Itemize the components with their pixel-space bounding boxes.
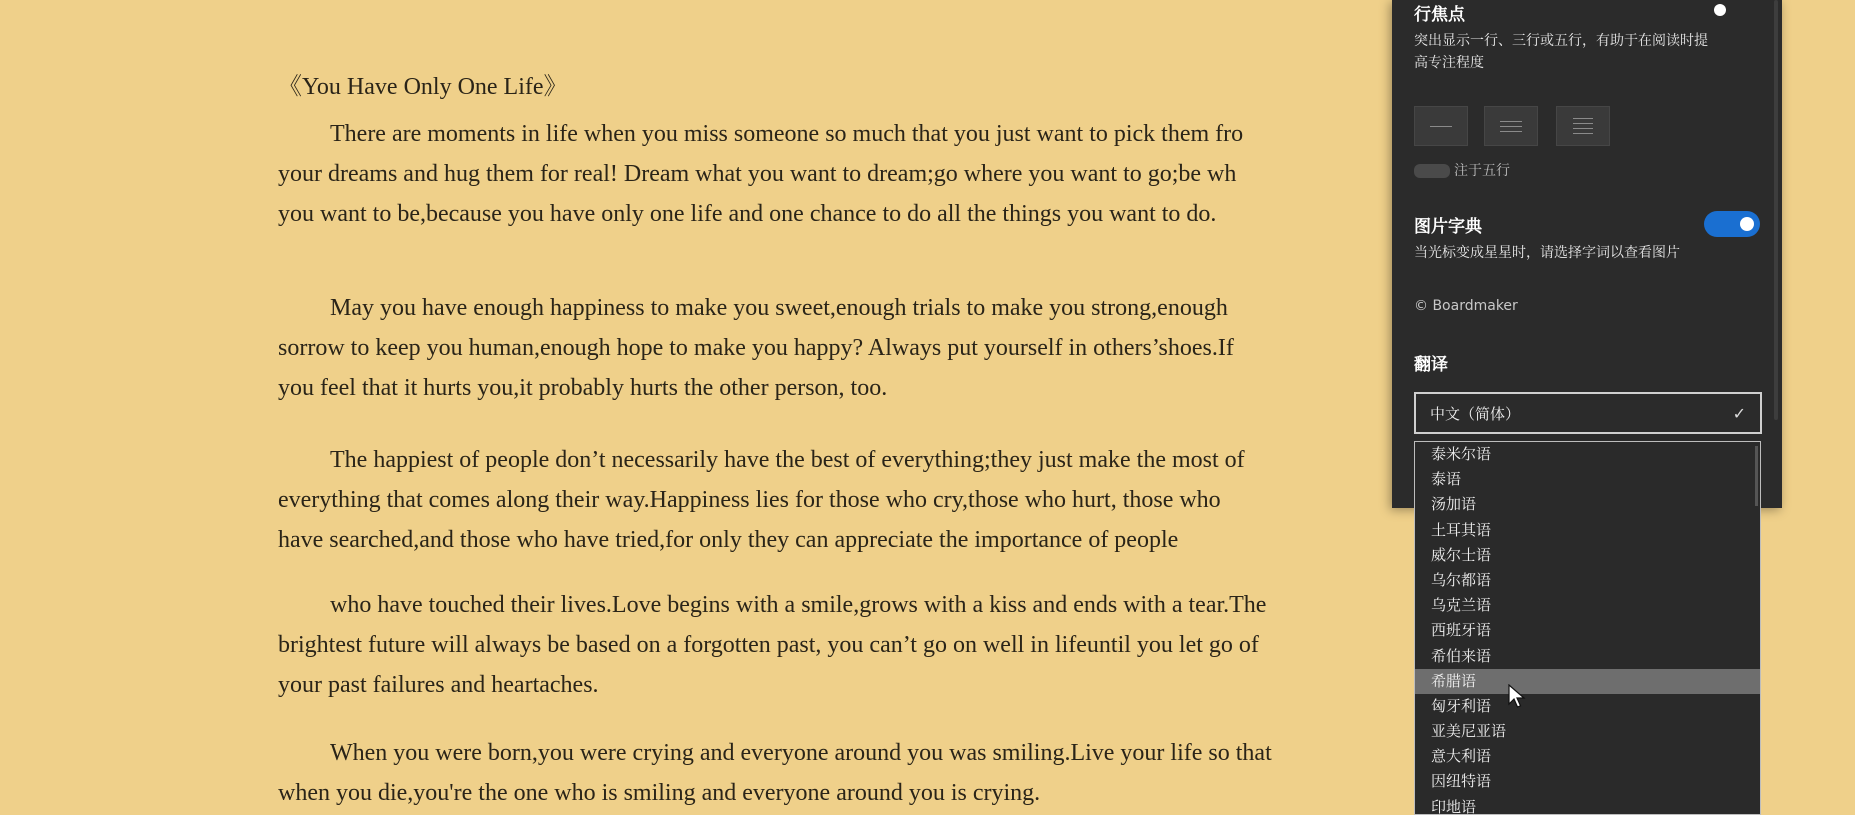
dropdown-scrollbar[interactable] <box>1755 446 1758 506</box>
three-line-focus-button[interactable] <box>1484 106 1538 146</box>
language-option[interactable]: 乌克兰语 <box>1431 596 1492 615</box>
language-option[interactable]: 泰米尔语 <box>1431 445 1492 463</box>
toggle-knob <box>1740 217 1754 231</box>
language-option[interactable]: 泰语 <box>1431 470 1462 489</box>
language-option[interactable]: 希伯来语 <box>1431 646 1492 665</box>
five-line-icon <box>1573 118 1593 119</box>
text-line[interactable]: sorrow to keep you human,enough hope to make you happy? Always put yourself in others’shoes.If <box>278 335 1234 361</box>
language-select[interactable] <box>1414 392 1762 434</box>
text-line[interactable]: have searched,and those who have tried,for only they can appreciate the importance of people <box>278 527 1179 553</box>
text-line[interactable]: brightest future will always be based on a forgotten past, you can’t go on well in lifeuntil you let go of <box>278 632 1259 658</box>
line-focus-status-text: 注于五行 <box>1454 163 1510 179</box>
line-focus-description: 突出显示一行、三行或五行，有助于在阅读时提高专注程度 <box>1414 33 1708 71</box>
language-option[interactable]: 意大利语 <box>1431 747 1492 766</box>
language-option[interactable]: 威尔士语 <box>1431 545 1492 564</box>
panel-scrollbar[interactable] <box>1774 0 1778 420</box>
text-line[interactable]: everything that comes along their way.Happiness lies for those who cry,those who hurt, those who <box>278 487 1221 513</box>
language-option[interactable]: 亚美尼亚语 <box>1431 722 1507 741</box>
five-line-icon-bar <box>1573 128 1593 129</box>
paragraph <box>278 288 1438 408</box>
three-line-icon-bar <box>1500 126 1522 127</box>
one-line-focus-button[interactable] <box>1414 106 1468 146</box>
picture-dictionary-description: 当光标变成星星时，请选择字词以查看图片 <box>1414 245 1680 261</box>
text-line[interactable]: when you die,you're the one who is smiling and everyone around you is crying. <box>278 780 1041 806</box>
text-line[interactable]: you feel that it hurts you,it probably hurts the other person, too. <box>278 375 888 401</box>
window-control-icon[interactable] <box>1714 4 1726 16</box>
three-line-icon <box>1500 121 1522 122</box>
mouse-pointer-icon <box>1508 684 1526 710</box>
three-line-icon-bar <box>1500 131 1522 132</box>
language-dropdown-list[interactable] <box>1414 441 1761 815</box>
text-line[interactable]: When you were born,you were crying and everyone around you was smiling.Live your life so that <box>330 740 1272 766</box>
document-title: 《You Have Only One Life》 <box>278 74 568 100</box>
language-option[interactable]: 乌尔都语 <box>1431 570 1492 589</box>
text-line[interactable]: you want to be,because you have only one life and one chance to do all the things you want to do. <box>278 201 1217 227</box>
paragraph <box>278 733 1438 813</box>
text-line[interactable]: May you have enough happiness to make you sweet,enough trials to make you strong,enough <box>330 295 1228 321</box>
check-icon: ✓ <box>1732 403 1746 423</box>
text-line[interactable]: your past failures and heartaches. <box>278 672 599 698</box>
line-focus-status <box>1414 160 1510 180</box>
picture-dictionary-toggle[interactable] <box>1704 211 1760 237</box>
text-line[interactable]: who have touched their lives.Love begins with a smile,grows with a kiss and ends with a tear.The <box>330 592 1267 618</box>
language-option-hovered[interactable]: 希腊语 <box>1415 669 1760 694</box>
selected-language: 中文（简体） <box>1430 404 1521 423</box>
text-line[interactable]: There are moments in life when you miss someone so much that you just want to pick them fro <box>330 121 1244 147</box>
language-option[interactable]: 土耳其语 <box>1431 520 1492 539</box>
boardmaker-credit: © Boardmaker <box>1414 298 1518 314</box>
language-option[interactable]: 西班牙语 <box>1431 621 1492 640</box>
line-focus-title: 行焦点 <box>1414 5 1465 25</box>
language-option[interactable]: 汤加语 <box>1431 495 1477 514</box>
text-line[interactable]: your dreams and hug them for real! Dream what you want to dream;go where you want to go;be wh <box>278 161 1237 187</box>
translate-title: 翻译 <box>1414 355 1448 375</box>
paragraph <box>278 440 1438 560</box>
reading-preferences-panel <box>1392 0 1782 508</box>
five-line-icon-bar <box>1573 133 1593 134</box>
language-option[interactable]: 印地语 <box>1431 797 1477 815</box>
five-line-focus-button[interactable] <box>1556 106 1610 146</box>
language-option[interactable]: 因纽特语 <box>1431 772 1492 791</box>
language-option[interactable]: 匈牙利语 <box>1431 696 1492 715</box>
paragraph <box>278 114 1438 234</box>
five-line-icon-bar <box>1573 123 1593 124</box>
text-line[interactable]: The happiest of people don’t necessarily have the best of everything;they just make the most of <box>330 447 1245 473</box>
blurred-toggle[interactable] <box>1414 164 1450 178</box>
one-line-icon <box>1430 126 1452 127</box>
picture-dictionary-title: 图片字典 <box>1414 217 1482 237</box>
paragraph <box>278 585 1438 705</box>
